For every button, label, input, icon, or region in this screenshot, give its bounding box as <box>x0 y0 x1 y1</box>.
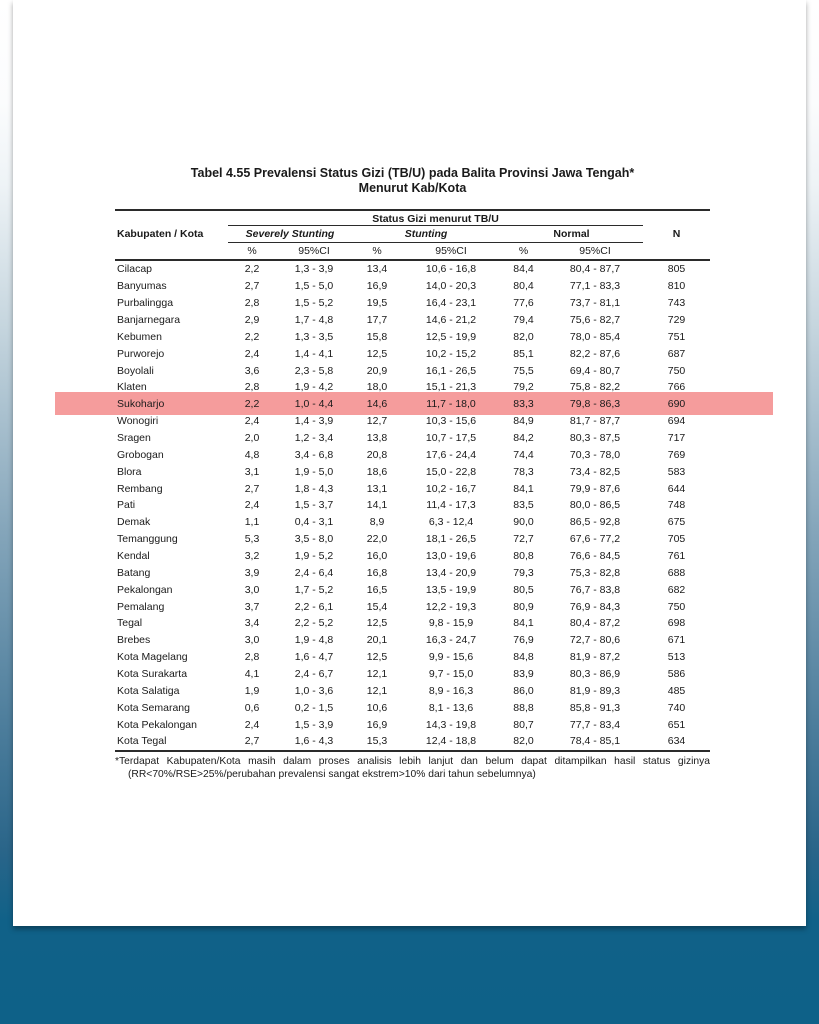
header-kabupaten-kota: Kabupaten / Kota <box>117 228 204 240</box>
cell-severely-stunting-pct: 2,8 <box>244 297 260 310</box>
header-ss-ci: 95%CI <box>298 245 330 257</box>
cell-normal-pct: 82,0 <box>513 330 534 343</box>
cell-stunting-ci: 9,7 - 15,0 <box>428 668 474 681</box>
cell-normal-ci: 70,3 - 78,0 <box>569 448 621 461</box>
cell-normal-pct: 88,8 <box>513 701 534 714</box>
cell-normal-pct: 84,1 <box>513 617 534 630</box>
table-header-group-row <box>115 209 710 225</box>
cell-stunting-ci: 16,4 - 23,1 <box>425 297 477 310</box>
cell-severely-stunting-ci: 3,5 - 8,0 <box>294 533 334 546</box>
cell-normal-ci: 73,7 - 81,1 <box>569 297 621 310</box>
cell-stunting-ci: 17,6 - 24,4 <box>425 448 477 461</box>
cell-normal-ci: 80,0 - 86,5 <box>569 499 621 512</box>
cell-n: 750 <box>667 600 686 613</box>
cell-stunting-pct: 18,6 <box>366 465 388 478</box>
cell-n: 634 <box>667 735 686 748</box>
cell-stunting-pct: 17,7 <box>366 314 388 326</box>
table-row <box>115 564 710 581</box>
cell-stunting-ci: 14,6 - 21,2 <box>425 314 477 326</box>
cell-normal-ci: 79,9 - 87,6 <box>569 482 621 495</box>
cell-severely-stunting-ci: 1,6 - 4,7 <box>294 651 334 664</box>
cell-severely-stunting-pct: 3,4 <box>244 617 260 630</box>
cell-n: 671 <box>667 634 686 647</box>
cell-kabupaten: Pekalongan <box>117 583 173 596</box>
cell-severely-stunting-ci: 1,4 - 4,1 <box>294 347 334 360</box>
cell-stunting-ci: 10,3 - 15,6 <box>425 415 477 428</box>
cell-normal-ci: 72,7 - 80,6 <box>569 634 621 647</box>
table-footnote <box>115 755 710 782</box>
cell-kabupaten: Brebes <box>117 634 151 647</box>
cell-n: 586 <box>667 668 686 681</box>
table-row <box>115 413 710 430</box>
cell-n: 743 <box>667 297 686 310</box>
table-bottom-rule <box>115 750 710 752</box>
cell-stunting-ci: 15,1 - 21,3 <box>425 381 477 394</box>
cell-severely-stunting-pct: 1,9 <box>244 684 260 697</box>
cell-normal-pct: 84,8 <box>513 651 534 664</box>
table-content-area <box>115 0 710 782</box>
table-row <box>115 682 710 699</box>
cell-n: 766 <box>667 381 686 394</box>
cell-kabupaten: Banjarnegara <box>117 314 181 326</box>
header-group-label: Status Gizi menurut TB/U <box>228 211 643 226</box>
cell-stunting-pct: 12,5 <box>366 617 388 630</box>
cell-normal-pct: 83,3 <box>513 398 534 411</box>
cell-severely-stunting-ci: 1,5 - 5,2 <box>294 297 334 310</box>
cell-stunting-ci: 16,3 - 24,7 <box>425 634 477 647</box>
cell-kabupaten: Kota Magelang <box>117 651 188 664</box>
header-nm-ci: 95%CI <box>579 245 611 257</box>
table-body <box>115 261 710 750</box>
cell-normal-pct: 83,9 <box>513 668 534 681</box>
cell-n: 583 <box>667 465 686 478</box>
table-row <box>115 581 710 598</box>
cell-severely-stunting-pct: 2,8 <box>244 651 260 664</box>
cell-severely-stunting-ci: 2,2 - 5,2 <box>294 617 334 630</box>
cell-stunting-ci: 13,4 - 20,9 <box>425 566 477 579</box>
cell-kabupaten: Kota Pekalongan <box>117 718 197 731</box>
cell-normal-ci: 67,6 - 77,2 <box>569 533 621 546</box>
cell-stunting-pct: 12,1 <box>366 668 388 681</box>
cell-normal-pct: 74,4 <box>513 448 534 461</box>
cell-kabupaten: Banyumas <box>117 280 167 293</box>
cell-stunting-ci: 14,0 - 20,3 <box>425 280 477 293</box>
cell-normal-ci: 78,0 - 85,4 <box>569 330 621 343</box>
cell-kabupaten: Temanggung <box>117 533 178 546</box>
cell-severely-stunting-ci: 1,7 - 4,8 <box>294 314 334 326</box>
cell-severely-stunting-ci: 1,5 - 3,7 <box>294 499 334 512</box>
cell-normal-ci: 81,7 - 87,7 <box>569 415 621 428</box>
cell-severely-stunting-pct: 2,2 <box>244 398 260 411</box>
cell-n: 690 <box>667 398 686 411</box>
cell-n: 644 <box>667 482 686 495</box>
cell-stunting-pct: 10,6 <box>366 701 388 714</box>
cell-stunting-pct: 13,1 <box>366 482 388 495</box>
cell-kabupaten: Kebumen <box>117 330 162 343</box>
table-row <box>115 632 710 649</box>
cell-stunting-pct: 22,0 <box>366 533 388 546</box>
cell-normal-ci: 85,8 - 91,3 <box>569 701 621 714</box>
cell-stunting-ci: 18,1 - 26,5 <box>425 533 477 546</box>
cell-normal-ci: 76,9 - 84,3 <box>569 600 621 613</box>
cell-severely-stunting-ci: 1,2 - 3,4 <box>294 432 334 445</box>
cell-n: 698 <box>667 617 686 630</box>
cell-normal-ci: 86,5 - 92,8 <box>569 516 621 529</box>
table-row <box>115 514 710 531</box>
cell-n: 513 <box>667 651 686 664</box>
table-row <box>115 463 710 480</box>
table-row <box>115 666 710 683</box>
cell-normal-ci: 75,3 - 82,8 <box>569 566 621 579</box>
cell-n: 750 <box>667 364 686 377</box>
cell-n: 651 <box>667 718 686 731</box>
table-row <box>115 261 710 278</box>
header-ss-pct: % <box>247 245 257 257</box>
cell-n: 748 <box>667 499 686 512</box>
cell-severely-stunting-pct: 5,3 <box>244 533 260 546</box>
cell-severely-stunting-ci: 1,6 - 4,3 <box>294 735 334 748</box>
cell-severely-stunting-ci: 1,9 - 5,2 <box>294 550 334 563</box>
table-row <box>115 379 710 396</box>
table-row <box>115 345 710 362</box>
cell-normal-pct: 90,0 <box>513 516 534 529</box>
table-title <box>115 166 710 196</box>
cell-severely-stunting-ci: 3,4 - 6,8 <box>294 448 334 461</box>
cell-n: 810 <box>667 280 686 293</box>
cell-severely-stunting-pct: 3,1 <box>244 465 260 478</box>
header-st-pct: % <box>372 245 382 257</box>
header-severely-stunting: Severely Stunting <box>228 225 352 243</box>
cell-kabupaten: Demak <box>117 516 151 529</box>
table-title-line2: Menurut Kab/Kota <box>358 181 467 195</box>
cell-severely-stunting-ci: 1,3 - 3,5 <box>294 330 334 343</box>
cell-severely-stunting-pct: 2,4 <box>244 347 260 360</box>
cell-n: 694 <box>667 415 686 428</box>
cell-n: 705 <box>667 533 686 546</box>
cell-n: 682 <box>667 583 686 596</box>
cell-stunting-ci: 9,9 - 15,6 <box>428 651 474 664</box>
cell-stunting-pct: 14,6 <box>366 398 388 411</box>
table-row <box>115 497 710 514</box>
cell-stunting-ci: 6,3 - 12,4 <box>428 516 474 529</box>
cell-normal-ci: 76,7 - 83,8 <box>569 583 621 596</box>
cell-stunting-pct: 13,4 <box>366 263 388 276</box>
cell-severely-stunting-ci: 2,2 - 6,1 <box>294 600 334 613</box>
cell-severely-stunting-pct: 2,4 <box>244 718 260 731</box>
cell-normal-ci: 73,4 - 82,5 <box>569 465 621 478</box>
cell-normal-ci: 81,9 - 87,2 <box>569 651 621 664</box>
cell-severely-stunting-ci: 1,9 - 5,0 <box>294 465 334 478</box>
cell-normal-pct: 72,7 <box>513 533 534 546</box>
cell-kabupaten: Blora <box>117 465 142 478</box>
cell-stunting-ci: 8,1 - 13,6 <box>428 701 474 714</box>
cell-kabupaten: Pati <box>117 499 136 512</box>
cell-kabupaten: Kota Salatiga <box>117 684 180 697</box>
cell-stunting-pct: 20,9 <box>366 364 388 377</box>
cell-kabupaten: Purbalingga <box>117 297 174 310</box>
footnote-line1: *Terdapat Kabupaten/Kota masih dalam proses analisis lebih lanjut dan belum dapat ditampilkan hasil status gizinya <box>115 755 710 767</box>
cell-normal-pct: 84,4 <box>513 263 534 276</box>
cell-severely-stunting-ci: 2,4 - 6,7 <box>294 668 334 681</box>
cell-n: 769 <box>667 448 686 461</box>
cell-normal-pct: 84,2 <box>513 432 534 445</box>
cell-n: 761 <box>667 550 686 563</box>
cell-severely-stunting-ci: 1,9 - 4,2 <box>294 381 334 394</box>
cell-kabupaten: Pemalang <box>117 600 165 613</box>
cell-normal-ci: 80,3 - 87,5 <box>569 432 621 445</box>
cell-severely-stunting-ci: 0,2 - 1,5 <box>294 701 334 714</box>
table-row <box>115 328 710 345</box>
cell-normal-ci: 75,6 - 82,7 <box>569 314 621 326</box>
header-st-ci: 95%CI <box>435 245 467 257</box>
cell-severely-stunting-pct: 3,2 <box>244 550 260 563</box>
cell-normal-pct: 78,3 <box>513 465 534 478</box>
cell-n: 717 <box>667 432 686 445</box>
header-n: N <box>672 228 681 240</box>
cell-kabupaten: Cilacap <box>117 263 153 276</box>
cell-stunting-pct: 15,4 <box>366 600 388 613</box>
cell-stunting-pct: 14,1 <box>366 499 388 512</box>
table-row <box>115 430 710 447</box>
cell-normal-pct: 84,9 <box>513 415 534 428</box>
cell-stunting-pct: 16,9 <box>366 280 388 293</box>
cell-stunting-ci: 9,8 - 15,9 <box>428 617 474 630</box>
cell-normal-ci: 75,8 - 82,2 <box>569 381 621 394</box>
cell-severely-stunting-pct: 2,8 <box>244 381 260 394</box>
table-row <box>115 480 710 497</box>
cell-kabupaten: Kota Semarang <box>117 701 190 714</box>
cell-severely-stunting-pct: 2,0 <box>244 432 260 445</box>
cell-severely-stunting-pct: 2,7 <box>244 735 260 748</box>
table-row <box>115 598 710 615</box>
cell-normal-pct: 85,1 <box>513 347 534 360</box>
cell-stunting-ci: 10,2 - 15,2 <box>425 347 477 360</box>
cell-stunting-pct: 15,3 <box>366 735 388 748</box>
cell-normal-ci: 80,3 - 86,9 <box>569 668 621 681</box>
slide-card <box>13 0 806 926</box>
cell-normal-pct: 75,5 <box>513 364 534 377</box>
cell-stunting-ci: 12,4 - 18,8 <box>425 735 477 748</box>
cell-normal-pct: 80,5 <box>513 583 534 596</box>
cell-normal-pct: 79,3 <box>513 566 534 579</box>
table-row <box>115 548 710 565</box>
cell-normal-pct: 82,0 <box>513 735 534 748</box>
cell-severely-stunting-ci: 1,7 - 5,2 <box>294 583 334 596</box>
cell-n: 687 <box>667 347 686 360</box>
cell-normal-ci: 69,4 - 80,7 <box>569 364 621 377</box>
cell-kabupaten: Kota Surakarta <box>117 668 188 681</box>
cell-severely-stunting-pct: 2,7 <box>244 280 260 293</box>
cell-stunting-pct: 12,5 <box>366 347 388 360</box>
cell-stunting-pct: 8,9 <box>369 516 385 529</box>
table-header-category-row <box>115 225 710 243</box>
cell-severely-stunting-pct: 2,4 <box>244 499 260 512</box>
cell-severely-stunting-pct: 4,1 <box>244 668 260 681</box>
cell-stunting-pct: 19,5 <box>366 297 388 310</box>
table-row <box>115 649 710 666</box>
cell-stunting-ci: 13,0 - 19,6 <box>425 550 477 563</box>
cell-severely-stunting-pct: 3,9 <box>244 566 260 579</box>
cell-stunting-ci: 12,2 - 19,3 <box>425 600 477 613</box>
cell-normal-ci: 80,4 - 87,7 <box>569 263 621 276</box>
header-normal: Normal <box>500 225 643 243</box>
footnote-line2: (RR<70%/RSE>25%/perubahan prevalensi sangat ekstrem>10% dari tahun sebelumnya) <box>128 769 536 781</box>
table-row <box>115 295 710 312</box>
cell-stunting-ci: 12,5 - 19,9 <box>425 330 477 343</box>
cell-severely-stunting-pct: 1,1 <box>244 516 260 529</box>
cell-severely-stunting-ci: 1,8 - 4,3 <box>294 482 334 495</box>
cell-n: 805 <box>667 263 686 276</box>
cell-stunting-ci: 11,7 - 18,0 <box>426 398 476 411</box>
cell-normal-ci: 81,9 - 89,3 <box>569 684 621 697</box>
cell-severely-stunting-pct: 3,6 <box>244 364 260 377</box>
cell-normal-pct: 86,0 <box>513 684 534 697</box>
cell-stunting-ci: 10,2 - 16,7 <box>425 482 477 495</box>
cell-stunting-pct: 20,1 <box>366 634 388 647</box>
cell-kabupaten: Sragen <box>117 432 151 445</box>
table-row <box>115 716 710 733</box>
cell-severely-stunting-pct: 2,9 <box>244 314 260 326</box>
cell-n: 751 <box>667 330 686 343</box>
cell-stunting-pct: 12,5 <box>366 651 388 664</box>
table-row <box>115 312 710 329</box>
cell-stunting-pct: 16,0 <box>366 550 388 563</box>
cell-n: 688 <box>667 566 686 579</box>
cell-n: 485 <box>667 684 686 697</box>
cell-severely-stunting-ci: 2,4 - 6,4 <box>294 566 334 579</box>
cell-stunting-pct: 16,9 <box>366 718 388 731</box>
table-row <box>115 699 710 716</box>
cell-stunting-pct: 16,5 <box>366 583 388 596</box>
cell-normal-pct: 80,9 <box>513 600 534 613</box>
header-stunting: Stunting <box>352 225 500 243</box>
cell-kabupaten: Wonogiri <box>117 415 159 428</box>
cell-severely-stunting-ci: 1,3 - 3,9 <box>294 263 334 276</box>
cell-kabupaten: Tegal <box>117 617 143 630</box>
cell-severely-stunting-pct: 3,7 <box>244 600 260 613</box>
cell-kabupaten: Batang <box>117 566 151 579</box>
cell-severely-stunting-ci: 2,3 - 5,8 <box>294 364 334 377</box>
cell-kabupaten: Kendal <box>117 550 150 563</box>
cell-stunting-ci: 10,7 - 17,5 <box>425 432 477 445</box>
cell-normal-pct: 77,6 <box>513 297 534 310</box>
cell-stunting-pct: 20,8 <box>366 448 388 461</box>
cell-stunting-pct: 12,1 <box>366 684 388 697</box>
cell-normal-pct: 83,5 <box>513 499 534 512</box>
cell-normal-pct: 76,9 <box>513 634 534 647</box>
cell-normal-ci: 79,8 - 86,3 <box>569 398 621 411</box>
cell-kabupaten: Klaten <box>117 381 147 394</box>
cell-severely-stunting-pct: 2,2 <box>244 263 260 276</box>
cell-normal-ci: 76,6 - 84,5 <box>569 550 621 563</box>
cell-normal-ci: 77,7 - 83,4 <box>569 718 621 731</box>
cell-severely-stunting-ci: 1,5 - 5,0 <box>294 280 334 293</box>
cell-severely-stunting-ci: 1,0 - 3,6 <box>294 684 334 697</box>
cell-severely-stunting-ci: 1,0 - 4,4 <box>294 398 334 411</box>
cell-n: 675 <box>667 516 686 529</box>
table-row <box>115 278 710 295</box>
cell-stunting-ci: 15,0 - 22,8 <box>425 465 477 478</box>
cell-normal-pct: 80,4 <box>513 280 534 293</box>
cell-n: 729 <box>667 314 686 326</box>
cell-severely-stunting-pct: 2,7 <box>244 482 260 495</box>
cell-kabupaten: Kota Tegal <box>117 735 167 748</box>
cell-stunting-pct: 13,8 <box>366 432 388 445</box>
cell-severely-stunting-ci: 0,4 - 3,1 <box>294 516 334 529</box>
cell-stunting-ci: 11,4 - 17,3 <box>426 499 476 512</box>
cell-stunting-ci: 16,1 - 26,5 <box>425 364 477 377</box>
cell-kabupaten: Rembang <box>117 482 163 495</box>
cell-normal-ci: 77,1 - 83,3 <box>569 280 621 293</box>
cell-kabupaten: Sukoharjo <box>117 398 165 411</box>
cell-stunting-ci: 8,9 - 16,3 <box>428 684 474 697</box>
cell-n: 740 <box>667 701 686 714</box>
cell-normal-ci: 82,2 - 87,6 <box>569 347 621 360</box>
cell-severely-stunting-ci: 1,5 - 3,9 <box>294 718 334 731</box>
cell-normal-pct: 79,2 <box>513 381 534 394</box>
cell-normal-ci: 78,4 - 85,1 <box>569 735 621 748</box>
table-row <box>115 531 710 548</box>
cell-stunting-ci: 10,6 - 16,8 <box>425 263 477 276</box>
table-title-line1: Tabel 4.55 Prevalensi Status Gizi (TB/U) pada Balita Provinsi Jawa Tengah* <box>190 166 635 180</box>
cell-severely-stunting-pct: 3,0 <box>244 634 260 647</box>
cell-severely-stunting-pct: 3,0 <box>244 583 260 596</box>
cell-stunting-pct: 12,7 <box>366 415 388 428</box>
header-nm-pct: % <box>518 245 529 257</box>
cell-stunting-ci: 14,3 - 19,8 <box>425 718 477 731</box>
cell-kabupaten: Grobogan <box>117 448 164 461</box>
table-row <box>115 362 710 379</box>
table-row <box>115 733 710 750</box>
cell-kabupaten: Boyolali <box>117 364 154 377</box>
cell-stunting-ci: 13,5 - 19,9 <box>425 583 477 596</box>
cell-severely-stunting-pct: 4,8 <box>244 448 260 461</box>
cell-stunting-pct: 16,8 <box>366 566 388 579</box>
cell-normal-pct: 80,8 <box>513 550 534 563</box>
table-header-subcol-row <box>115 243 710 261</box>
cell-stunting-pct: 18,0 <box>366 381 388 394</box>
cell-severely-stunting-pct: 2,4 <box>244 415 260 428</box>
cell-severely-stunting-pct: 2,2 <box>244 330 260 343</box>
cell-severely-stunting-ci: 1,9 - 4,8 <box>294 634 334 647</box>
table-row-highlighted <box>115 396 710 413</box>
cell-normal-ci: 80,4 - 87,2 <box>569 617 621 630</box>
cell-severely-stunting-pct: 0,6 <box>244 701 260 714</box>
cell-normal-pct: 84,1 <box>513 482 534 495</box>
prevalence-table <box>115 209 710 752</box>
cell-normal-pct: 79,4 <box>513 314 534 326</box>
table-row <box>115 615 710 632</box>
cell-kabupaten: Purworejo <box>117 347 165 360</box>
cell-normal-pct: 80,7 <box>513 718 534 731</box>
cell-stunting-pct: 15,8 <box>366 330 388 343</box>
cell-severely-stunting-ci: 1,4 - 3,9 <box>294 415 334 428</box>
table-row <box>115 446 710 463</box>
